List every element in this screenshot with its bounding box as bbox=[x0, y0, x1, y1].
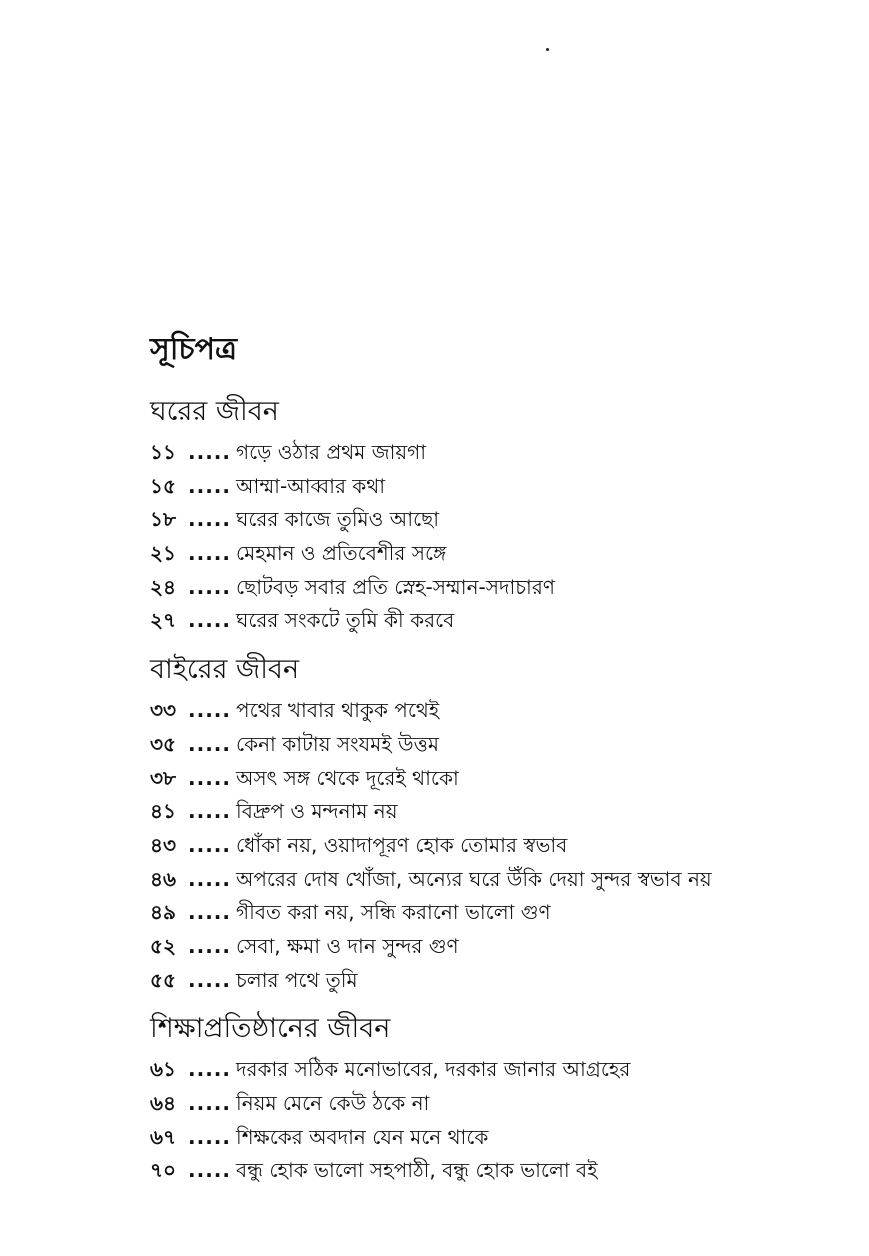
entry-leader-dots: ..... bbox=[188, 832, 231, 857]
entry-title: গড়ে ওঠার প্রথম জায়গা bbox=[236, 440, 427, 464]
entry-leader-dots: ..... bbox=[188, 574, 231, 599]
toc-entry bbox=[150, 829, 840, 863]
entry-title: আম্মা-আব্বার কথা bbox=[236, 473, 386, 498]
section-school-life bbox=[150, 1009, 840, 1188]
entry-page-number: ৬১ bbox=[150, 1057, 176, 1082]
toc-entry bbox=[150, 604, 840, 638]
entry-title: অসৎ সঙ্গ থেকে দূরেই থাকো bbox=[236, 765, 459, 790]
toc-entry bbox=[150, 694, 840, 728]
entry-title: সেবা, ক্ষমা ও দান সুন্দর গুণ bbox=[236, 933, 459, 958]
toc-entry bbox=[150, 1087, 840, 1121]
entry-title: কেনা কাটায় সংযমই উত্তম bbox=[236, 731, 440, 756]
entry-title: দরকার সঠিক মনোভাবের, দরকার জানার আগ্রহের bbox=[236, 1057, 631, 1082]
section-title: ঘরের জীবন bbox=[150, 396, 279, 427]
section-title: বাইরের জীবন bbox=[150, 654, 300, 686]
entry-page-number: ১১ bbox=[150, 440, 176, 464]
entry-leader-dots: ..... bbox=[188, 1124, 231, 1149]
entry-leader-dots: ..... bbox=[188, 698, 231, 723]
toc-entry bbox=[150, 470, 840, 504]
toc-entry bbox=[150, 964, 840, 998]
entry-leader-dots: ..... bbox=[188, 1057, 231, 1082]
entry-leader-dots: ..... bbox=[188, 608, 231, 633]
entry-title: মেহমান ও প্রতিবেশীর সঙ্গে bbox=[236, 541, 447, 566]
entry-title: পথের খাবার থাকুক পথেই bbox=[236, 698, 440, 723]
page-title: সূচিপত্র bbox=[150, 332, 237, 367]
entry-page-number: ২১ bbox=[150, 541, 176, 566]
entry-leader-dots: ..... bbox=[188, 967, 231, 992]
entry-title: বন্ধু হোক ভালো সহপাঠী, বন্ধু হোক ভালো বই bbox=[236, 1158, 598, 1183]
print-speck bbox=[546, 48, 549, 51]
toc-entry bbox=[150, 863, 840, 897]
entry-page-number: ৬৪ bbox=[150, 1091, 176, 1115]
entry-leader-dots: ..... bbox=[188, 765, 231, 790]
entry-page-number: ৩৫ bbox=[150, 731, 176, 756]
entry-leader-dots: ..... bbox=[188, 933, 231, 958]
toc-entry bbox=[150, 795, 840, 829]
entry-page-number: ৪৩ bbox=[150, 832, 176, 857]
entry-page-number: ৫২ bbox=[150, 933, 176, 958]
section-outside-life bbox=[150, 650, 840, 997]
section-title: শিক্ষাপ্রতিষ্ঠানের জীবন bbox=[150, 1013, 391, 1045]
toc-entry bbox=[150, 537, 840, 571]
entry-page-number: ৪৯ bbox=[150, 900, 176, 925]
entry-leader-dots: ..... bbox=[188, 900, 231, 925]
entry-page-number: ২৪ bbox=[150, 574, 176, 599]
entry-title: বিদ্রুপ ও মন্দনাম নয় bbox=[236, 799, 398, 824]
entry-page-number: ৬৭ bbox=[150, 1124, 177, 1149]
section-gap bbox=[150, 638, 840, 650]
entry-leader-dots: ..... bbox=[188, 440, 231, 464]
entry-page-number: ৭০ bbox=[150, 1158, 177, 1183]
entry-title: গীবত করা নয়, সন্ধি করানো ভালো গুণ bbox=[236, 900, 551, 925]
entry-page-number: ৩৮ bbox=[150, 765, 176, 790]
entry-title: ঘরের সংকটে তুমি কী করবে bbox=[236, 608, 455, 633]
entry-leader-dots: ..... bbox=[188, 507, 231, 532]
toc-entry bbox=[150, 762, 840, 796]
toc-entry bbox=[150, 1053, 840, 1087]
toc-entry bbox=[150, 896, 840, 930]
entry-leader-dots: ..... bbox=[188, 473, 231, 498]
toc-entry bbox=[150, 503, 840, 537]
entry-title: শিক্ষকের অবদান যেন মনে থাকে bbox=[236, 1124, 489, 1149]
entry-leader-dots: ..... bbox=[188, 866, 231, 891]
entry-title: চলার পথে তুমি bbox=[236, 967, 358, 992]
toc-entry bbox=[150, 930, 840, 964]
entry-title: অপরের দোষ খোঁজা, অন্যের ঘরে উঁকি দেয়া সুন্দর স্বভাব নয় bbox=[236, 866, 712, 891]
entry-page-number: ৫৫ bbox=[150, 967, 176, 992]
entry-leader-dots: ..... bbox=[188, 1158, 231, 1183]
table-of-contents bbox=[150, 330, 840, 1188]
toc-entry bbox=[150, 728, 840, 762]
toc-entry bbox=[150, 571, 840, 605]
toc-entry bbox=[150, 436, 840, 470]
entry-title: ঘরের কাজে তুমিও আছো bbox=[236, 507, 440, 532]
toc-entry bbox=[150, 1154, 840, 1188]
toc-entry bbox=[150, 1121, 840, 1155]
section-gap bbox=[150, 997, 840, 1009]
entry-title: ধোঁকা নয়, ওয়াদাপূরণ হোক তোমার স্বভাব bbox=[236, 832, 568, 857]
entry-leader-dots: ..... bbox=[188, 799, 231, 824]
entry-leader-dots: ..... bbox=[188, 541, 231, 566]
entry-page-number: ৪৬ bbox=[150, 866, 176, 891]
section-home-life bbox=[150, 392, 840, 638]
entry-page-number: ১৮ bbox=[150, 507, 176, 532]
entry-leader-dots: ..... bbox=[188, 1091, 231, 1115]
entry-page-number: ১৫ bbox=[150, 473, 176, 498]
entry-title: ছোটবড় সবার প্রতি স্নেহ-সম্মান-সদাচারণ bbox=[236, 574, 555, 599]
entry-page-number: ৪১ bbox=[150, 799, 176, 824]
entry-page-number: ৩৩ bbox=[150, 698, 177, 723]
entry-leader-dots: ..... bbox=[188, 731, 231, 756]
entry-page-number: ২৭ bbox=[150, 608, 177, 633]
entry-title: নিয়ম মেনে কেউ ঠকে না bbox=[236, 1091, 430, 1115]
